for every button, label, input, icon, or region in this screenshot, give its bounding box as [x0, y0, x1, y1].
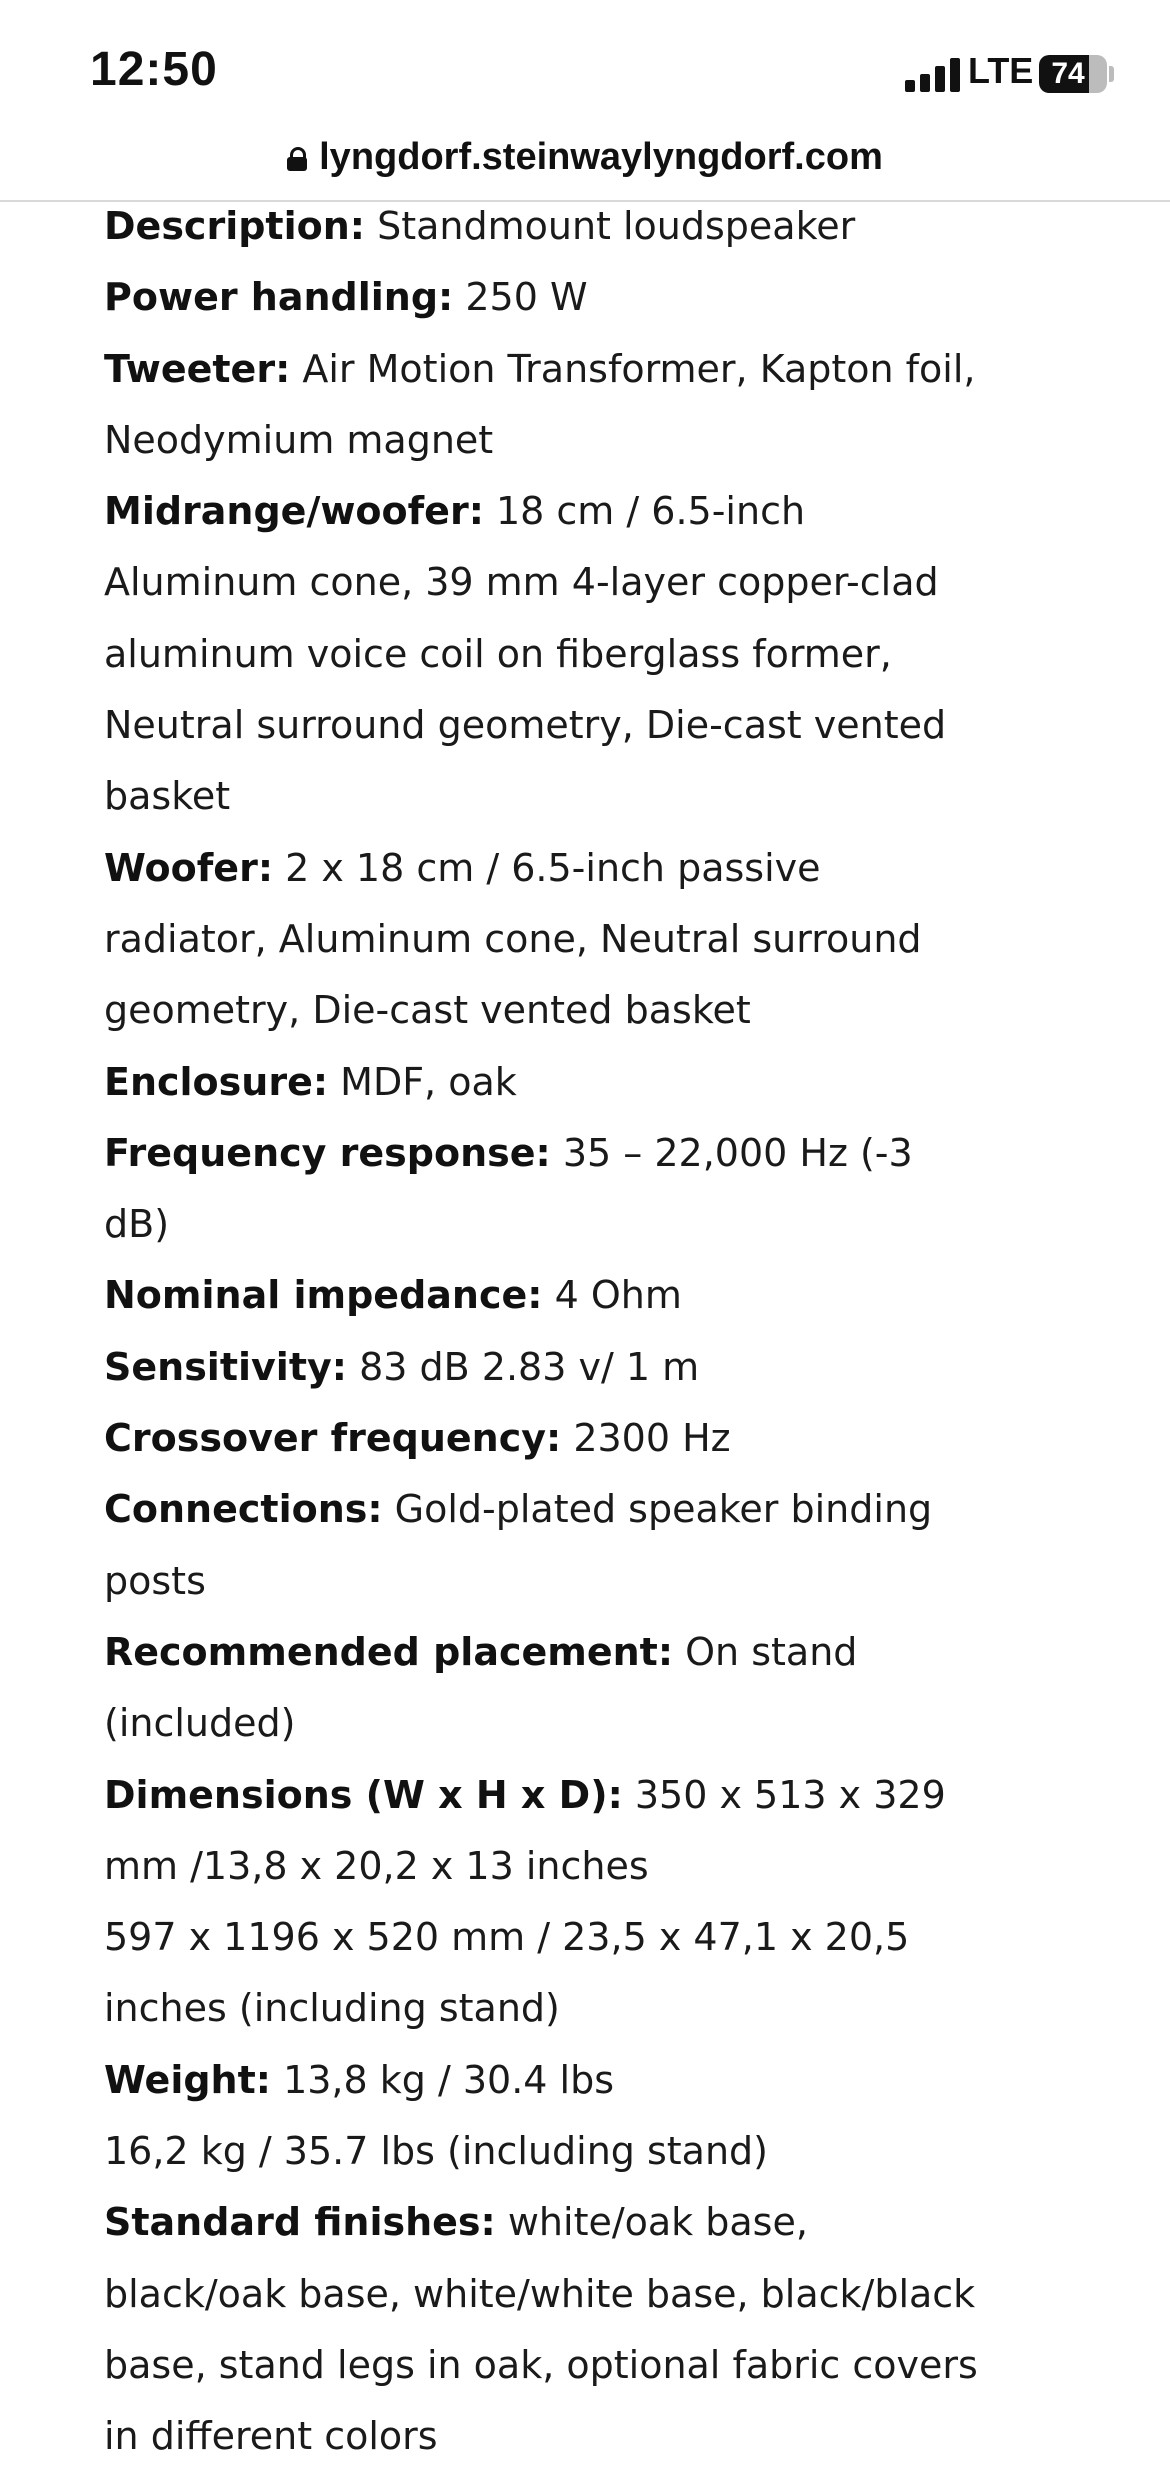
spec-row [104, 1047, 984, 1118]
spec-main-line [104, 833, 984, 1047]
spec-value: 2 x 18 cm / 6.5-inch passive radiator, Aluminum cone, Neutral surround geometry, Die-cast vented basket [104, 845, 922, 1033]
spec-label: Connections: [104, 1487, 383, 1532]
spec-row [104, 476, 984, 832]
spec-main-line [104, 1047, 984, 1118]
spec-label: Frequency response: [104, 1130, 551, 1175]
spec-value: 18 cm / 6.5-inch Aluminum cone, 39 mm 4-layer copper-clad aluminum voice coil on fiberglass former, Neutral surround geometry, Die-cast vented basket [104, 489, 947, 819]
spec-value: 4 Ohm [554, 1273, 682, 1318]
spec-label: Tweeter: [104, 346, 291, 391]
battery-level: 74 [1051, 57, 1085, 90]
spec-value: Standmount loudspeaker [377, 204, 856, 248]
spec-label: Weight: [104, 2057, 271, 2102]
spec-row [104, 1403, 984, 1474]
spec-label: Standard finishes: [104, 2200, 496, 2245]
spec-label: Enclosure: [104, 1059, 329, 1104]
battery-icon [1039, 55, 1107, 93]
spec-label: Midrange/woofer: [104, 489, 484, 534]
spec-row [104, 334, 984, 477]
spec-label: Recommended placement: [104, 1629, 674, 1674]
spec-main-line [104, 1474, 984, 1617]
spec-value: 350 x 513 x 329 mm /13,8 x 20,2 x 13 inches [104, 1772, 946, 1888]
spec-row [104, 1332, 984, 1403]
spec-value: 35 – 22,000 Hz (-3 dB) [104, 1130, 913, 1247]
spec-value: On stand (included) [104, 1629, 858, 1746]
spec-main-line [104, 262, 984, 333]
spec-label: Woofer: [104, 845, 274, 890]
spec-row [104, 1118, 984, 1261]
spec-row [104, 1760, 984, 2045]
spec-main-line [104, 1118, 984, 1261]
spec-label: Description: [104, 204, 365, 248]
url-display[interactable] [0, 136, 1170, 179]
spec-label: Sensitivity: [104, 1344, 347, 1389]
spec-value: 250 W [465, 275, 588, 320]
spec-list [104, 191, 984, 2473]
network-type: LTE [968, 50, 1034, 91]
spec-value: 13,8 kg / 30.4 lbs [283, 2057, 615, 2102]
spec-row [104, 191, 984, 262]
spec-value: MDF, oak [340, 1059, 517, 1104]
status-bar [0, 0, 1170, 130]
spec-row [104, 262, 984, 333]
spec-row [104, 1260, 984, 1331]
spec-value: white/oak base, black/oak base, white/white base, black/black base, stand legs in oak, optional fabric covers in different colors [104, 2200, 978, 2459]
spec-row [104, 1617, 984, 1760]
url-text: lyngdorf.steinwaylyngdorf.com [319, 136, 883, 178]
spec-main-line [104, 1760, 984, 1903]
spec-row [104, 833, 984, 1047]
spec-value: 2300 Hz [573, 1416, 731, 1461]
spec-main-line [104, 2045, 984, 2116]
spec-label: Power handling: [104, 275, 454, 320]
spec-main-line [104, 1332, 984, 1403]
spec-row [104, 1474, 984, 1617]
spec-main-line [104, 191, 984, 262]
spec-extra-value: 16,2 kg / 35.7 lbs (including stand) [104, 2129, 768, 2174]
spec-main-line [104, 1617, 984, 1760]
spec-label: Nominal impedance: [104, 1273, 543, 1318]
spec-main-line [104, 1260, 984, 1331]
spec-value: Air Motion Transformer, Kapton foil, Neodymium magnet [104, 346, 976, 462]
spec-main-line [104, 2187, 984, 2472]
spec-value: 83 dB 2.83 v/ 1 m [359, 1344, 700, 1389]
spec-main-line [104, 1403, 984, 1474]
spec-row [104, 2045, 984, 2188]
spec-label: Dimensions (W x H x D): [104, 1772, 623, 1817]
status-time: 12:50 [90, 43, 218, 96]
spec-value: Gold-plated speaker binding posts [104, 1487, 933, 1603]
spec-label: Crossover frequency: [104, 1416, 562, 1461]
spec-main-line [104, 476, 984, 832]
battery-terminal [1109, 66, 1114, 82]
spec-row [104, 2187, 984, 2472]
lock-icon [287, 147, 307, 171]
spec-main-line [104, 334, 984, 477]
spec-extra-value: 597 x 1196 x 520 mm / 23,5 x 47,1 x 20,5 inches (including stand) [104, 1915, 910, 2031]
cellular-signal-icon [905, 58, 969, 92]
